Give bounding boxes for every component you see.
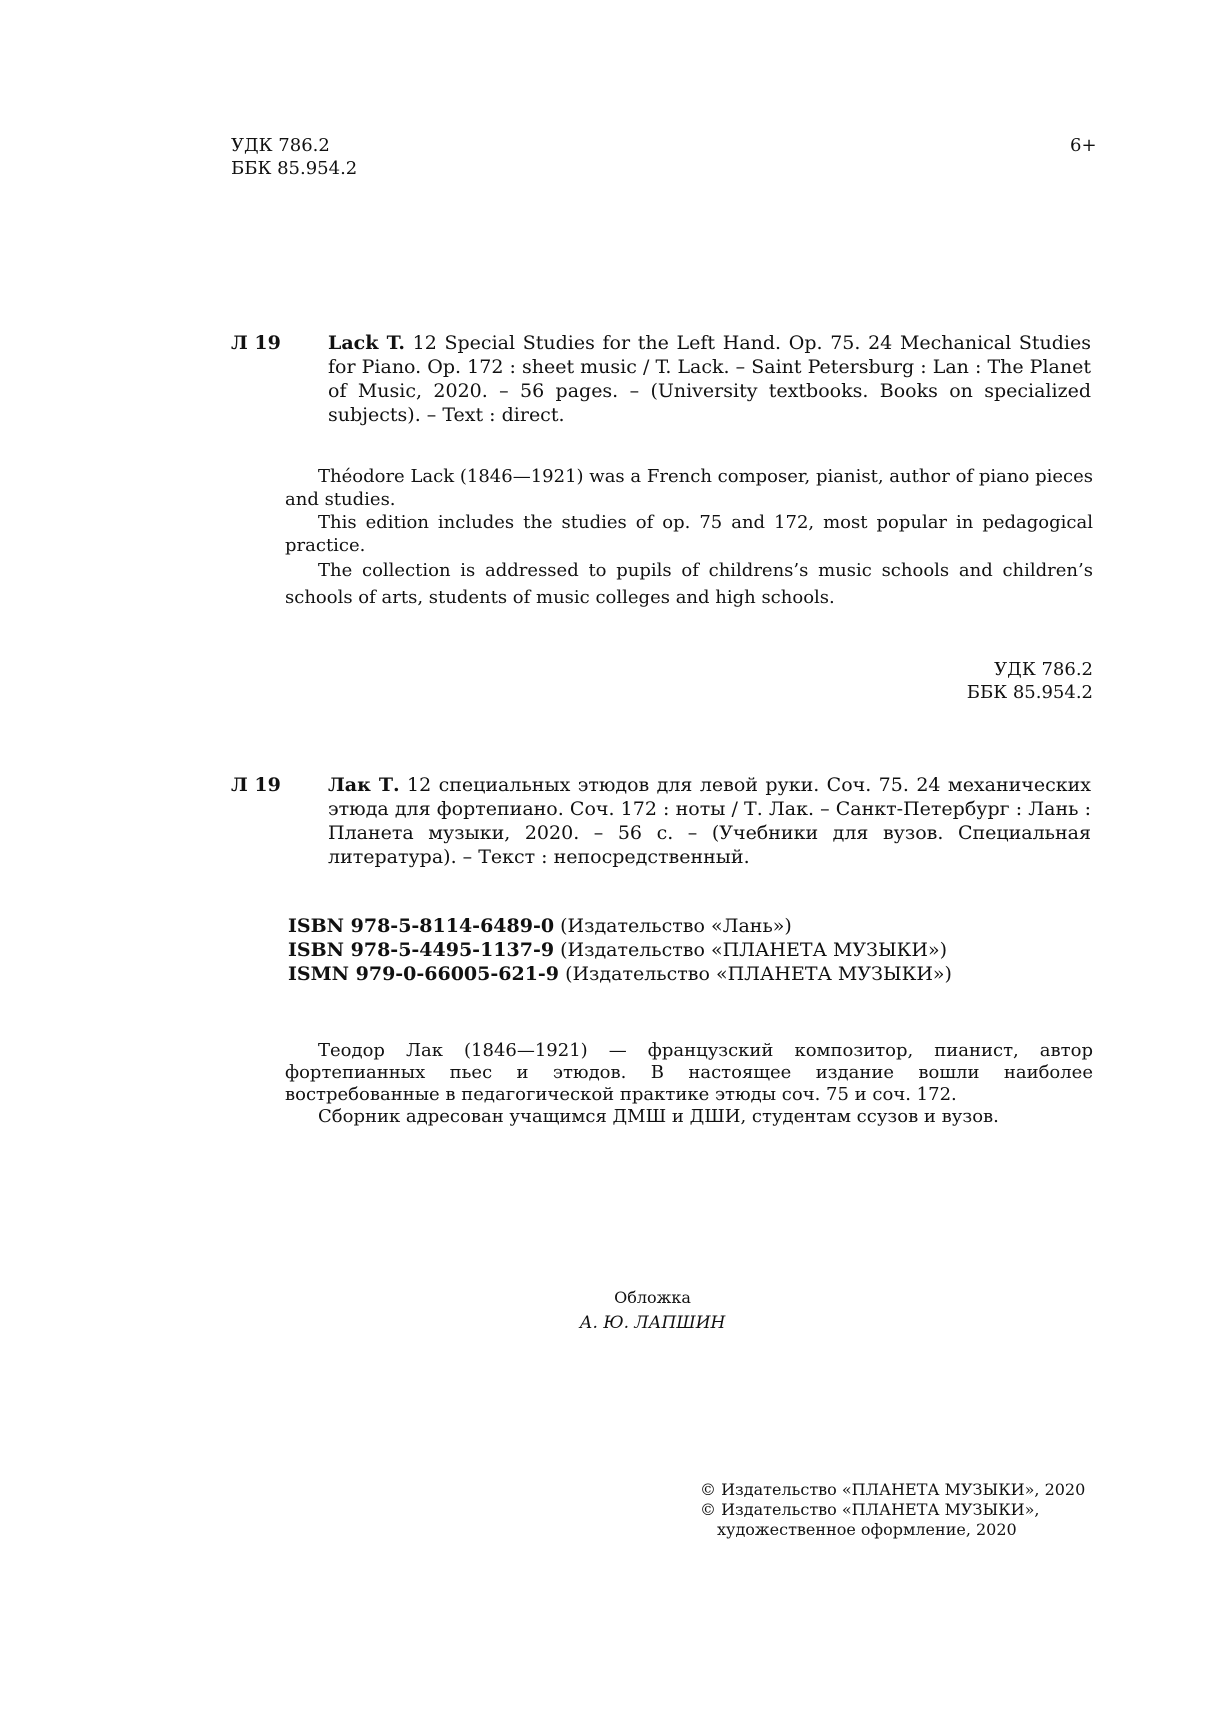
english-abstract-paragraph: The collection is addressed to pupils of childrens’s music schools and children’s schools of arts, students of music colleges and high schools. bbox=[285, 560, 1093, 608]
english-abstract bbox=[285, 465, 1093, 611]
cover-credit bbox=[0, 1288, 1211, 1334]
isbn-number: ISBN 978-5-8114-6489-0 bbox=[288, 915, 555, 937]
english-catalog-entry bbox=[231, 331, 1091, 427]
isbn-block bbox=[288, 914, 952, 986]
russian-abstract-paragraph: Сборник адресован учащимся ДМШ и ДШИ, студентам ссузов и вузов. bbox=[318, 1106, 999, 1127]
top-bbk: ББК 85.954.2 bbox=[231, 158, 358, 179]
russian-bbk: ББК 85.954.2 bbox=[966, 682, 1093, 703]
top-classification bbox=[231, 134, 357, 180]
russian-catalog-entry bbox=[231, 773, 1091, 869]
russian-udk: УДК 786.2 bbox=[994, 659, 1093, 680]
copyright-line: © Издательство «ПЛАНЕТА МУЗЫКИ», 2020 bbox=[700, 1480, 1086, 1499]
russian-abstract bbox=[285, 1040, 1093, 1128]
ismn-number: ISMN 979-0-66005-621-9 bbox=[288, 963, 560, 985]
english-abstract-paragraph: This edition includes the studies of op. 75 and 172, most popular in pedagogical practice. bbox=[285, 512, 1093, 556]
russian-entry-text bbox=[328, 773, 1091, 869]
isbn-publisher: (Издательство «Лань») bbox=[560, 915, 792, 937]
english-author: Lack T. bbox=[328, 332, 405, 354]
copyright-line: © Издательство «ПЛАНЕТА МУЗЫКИ», bbox=[700, 1500, 1040, 1519]
russian-author: Лак Т. bbox=[328, 774, 400, 796]
english-entry-body: 12 Special Studies for the Left Hand. Op. 75. 24 Mechanical Studies for Piano. Op. 172 : sheet music / T. Lack. – Saint Petersburg : Lan : The Planet of Music, 2020. – 56 pages. – (University textbooks. Books on specialized subjects). – Text : direct. bbox=[328, 332, 1092, 426]
english-entry-code: Л 19 bbox=[231, 332, 281, 354]
english-abstract-paragraph: Théodore Lack (1846—1921) was a French composer, pianist, author of piano pieces and studies. bbox=[285, 466, 1093, 510]
cover-designer: А. Ю. ЛАПШИН bbox=[579, 1313, 726, 1333]
isbn-number: ISBN 978-5-4495-1137-9 bbox=[288, 939, 555, 961]
isbn-publisher: (Издательство «ПЛАНЕТА МУЗЫКИ») bbox=[560, 939, 947, 961]
copyright-line: художественное оформление, 2020 bbox=[717, 1520, 1017, 1539]
russian-entry-code: Л 19 bbox=[231, 774, 281, 796]
russian-classification bbox=[860, 658, 1093, 704]
english-entry-text bbox=[328, 331, 1091, 427]
ismn-line bbox=[288, 962, 952, 986]
ismn-publisher: (Издательство «ПЛАНЕТА МУЗЫКИ») bbox=[565, 963, 952, 985]
isbn-line bbox=[288, 938, 952, 962]
age-rating: 6+ bbox=[1070, 135, 1097, 156]
isbn-line bbox=[288, 914, 952, 938]
top-udk: УДК 786.2 bbox=[231, 135, 330, 156]
russian-abstract-paragraph: Теодор Лак (1846—1921) — французский композитор, пианист, автор фортепианных пьес и этюдов. В настоящее издание вошли наиболее востребованные в педагогической практике этюды соч. 75 и соч. 172. bbox=[285, 1040, 1093, 1105]
copyright-block bbox=[700, 1480, 1100, 1540]
russian-entry-body: 12 специальных этюдов для левой руки. Соч. 75. 24 механических этюда для фортепиано. Соч. 172 : ноты / Т. Лак. – Санкт-Петербург : Лань : Планета музыки, 2020. – 56 с. – (Учебники для вузов. Специальная литература). – Текст : непосредственный. bbox=[328, 774, 1092, 868]
cover-label: Обложка bbox=[614, 1288, 691, 1307]
